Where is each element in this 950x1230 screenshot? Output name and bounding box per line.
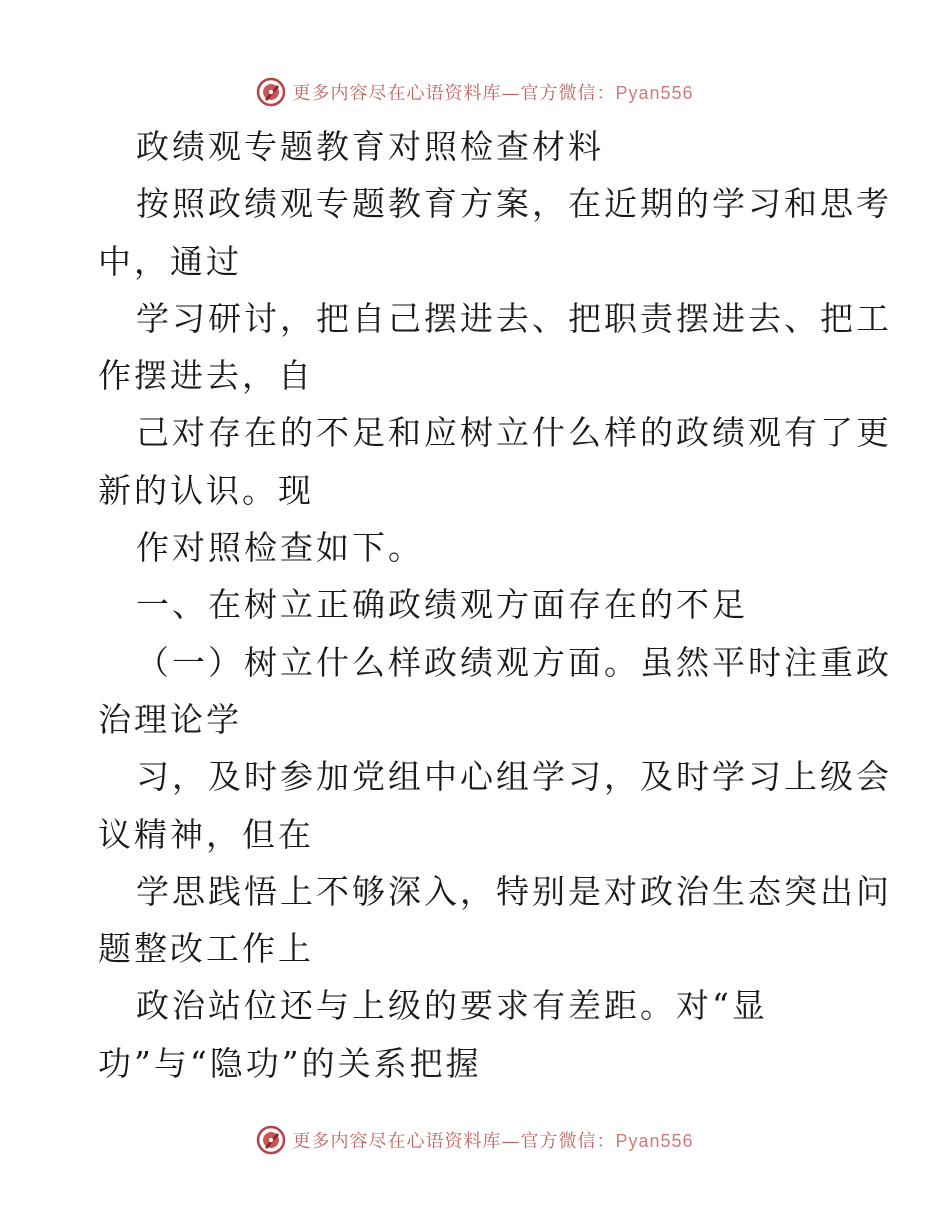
text-line: 议精神，但在 bbox=[98, 814, 314, 854]
document-body bbox=[98, 118, 892, 1092]
text-line: 按照政绩观专题教育方案，在近期的学习和思考 bbox=[136, 184, 892, 224]
watermark-account: Pyan556 bbox=[615, 83, 694, 103]
watermark-account: Pyan556 bbox=[615, 1131, 694, 1151]
pen-seal-icon bbox=[256, 1125, 286, 1155]
footer-watermark bbox=[0, 1120, 950, 1160]
header-watermark bbox=[0, 72, 950, 112]
pen-seal-icon bbox=[256, 77, 286, 107]
text-line: 作对照检查如下。 bbox=[136, 528, 424, 568]
text-line: 一、在树立正确政绩观方面存在的不足 bbox=[136, 585, 748, 625]
text-line: 己对存在的不足和应树立什么样的政绩观有了更 bbox=[136, 413, 892, 453]
text-line: 新的认识。现 bbox=[98, 470, 314, 510]
text-line: 习，及时参加党组中心组学习，及时学习上级会 bbox=[136, 757, 892, 797]
document-title: 政绩观专题教育对照检查材料 bbox=[136, 127, 604, 166]
text-line: 学习研讨，把自己摆进去、把职责摆进去、把工 bbox=[136, 298, 892, 338]
text-line: （一）树立什么样政绩观方面。虽然平时注重政 bbox=[136, 642, 892, 682]
watermark-text: 更多内容尽在心语资料库—官方微信：Pyan556 bbox=[292, 1131, 694, 1152]
text-line: 治理论学 bbox=[98, 699, 242, 739]
text-line: 政治站位还与上级的要求有差距。对“显 bbox=[136, 986, 768, 1026]
text-line: 题整改工作上 bbox=[98, 929, 314, 969]
watermark-text: 更多内容尽在心语资料库—官方微信：Pyan556 bbox=[292, 83, 694, 104]
text-line: 功”与“隐功”的关系把握 bbox=[98, 1043, 482, 1083]
text-line: 作摆进去，自 bbox=[98, 356, 314, 396]
text-line: 中，通过 bbox=[98, 241, 242, 281]
text-line: 学思践悟上不够深入，特别是对政治生态突出问 bbox=[136, 871, 892, 911]
